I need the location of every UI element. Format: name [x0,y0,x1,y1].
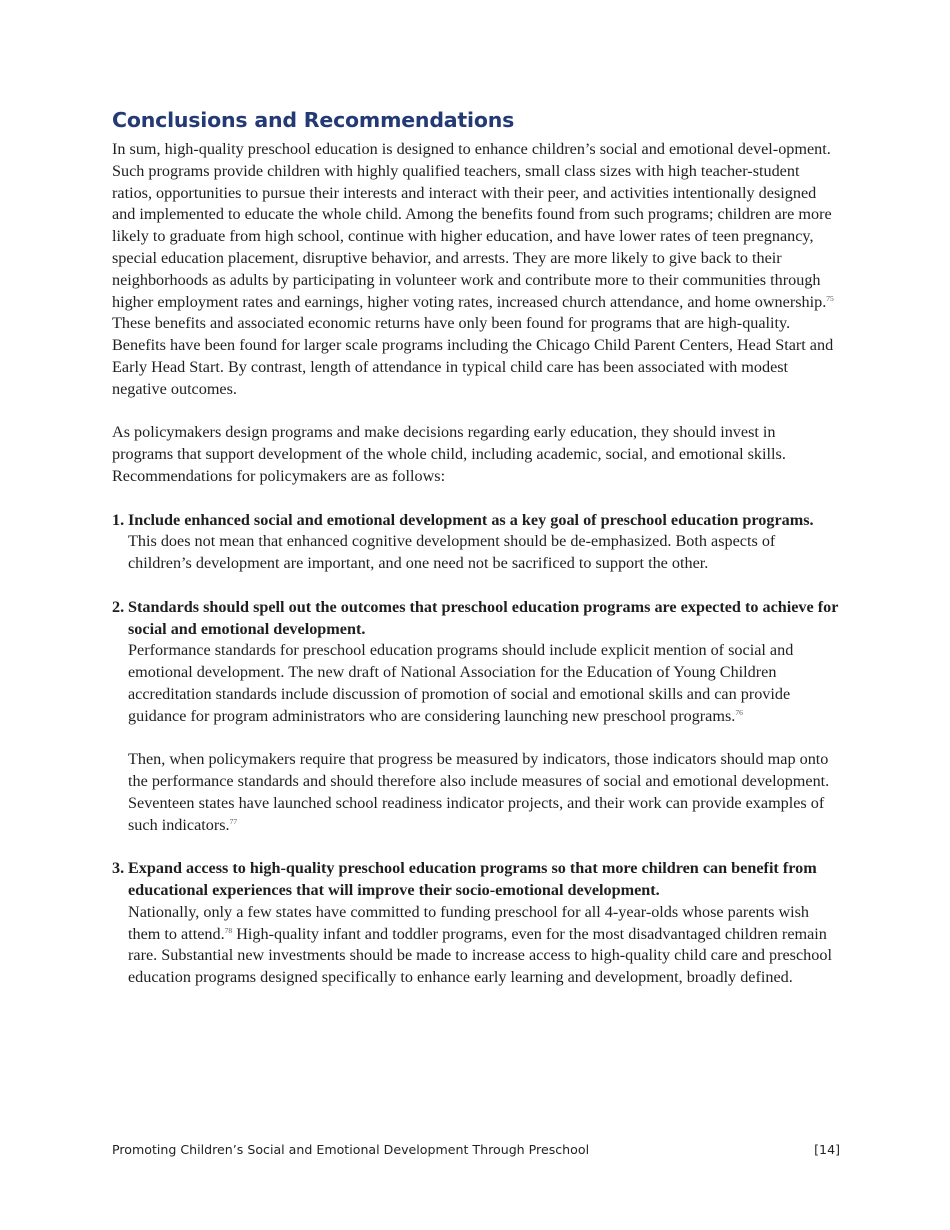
recommendation-2-text-b-body: Then, when policymakers require that progress be measured by indicators, those indicators should map onto the performance standards and should therefore also include measures of social and emotional development. Seventeen states have launched school readiness indicator projects, and their work can provide examples of such indicators. [128,750,830,834]
recommendation-2 [112,597,840,837]
footnote-ref-76[interactable]: 76 [735,707,743,717]
paragraph-gap [112,401,840,423]
paragraph-gap [128,728,840,750]
footnote-ref-77[interactable]: 77 [229,816,238,826]
paragraph-gap [112,575,840,597]
footnote-ref-78[interactable]: 78 [224,925,233,935]
intro-paragraph-1-text-b: These benefits and associated economic returns have only been found for programs that are high-quality. Benefits have been found for larger scale programs including the Chicago Child Parent Centers, Head Start and Early Head Start. By contrast, length of attendance in typical child care has been associated with modest negative outcomes. [112,314,834,398]
footer-page-number: [14] [814,1142,840,1157]
recommendation-2-text-a-body: Performance standards for preschool education programs should include explicit mention of social and emotional development. The new draft of National Association for the Education of Young Children accreditation standards include discussion of promotion of social and emotional skills and can provide guidance for program administrators who are considering launching new preschool programs. [128,641,794,725]
recommendation-3-text [128,902,840,989]
intro-paragraph-2: As policymakers design programs and make decisions regarding early education, they should invest in programs that support development of the whole child, including academic, social, and emotional skills. Recommendations for policymakers are as follows: [112,423,786,485]
recommendation-3 [112,858,840,989]
intro-paragraph-1-text-a: In sum, high-quality preschool education is designed to enhance children’s social and emotional devel-opment. Such programs provide children with highly qualified teachers, small class sizes with high teacher-student ratios, opportunities to pursue their interests and interact with their peer, and activities intentionally designed and implemented to educate the whole child. Among the benefits found from such programs; children are more likely to graduate from high school, continue with higher education, and have lower rates of teen pregnancy, special education placement, disruptive behavior, and arrests. They are more likely to give back to their neighborhoods as adults by participating in volunteer work and contribute more to their communities through higher employment rates and earnings, higher voting rates, increased church attendance, and home ownership. [112,140,832,311]
section-heading: Conclusions and Recommendations [112,108,515,132]
intro-paragraph-1 [112,139,840,401]
recommendation-1 [112,510,840,575]
recommendation-3-number: 3. [112,859,125,878]
recommendation-2-text-a [128,640,840,727]
recommendation-2-number: 2. [112,597,125,616]
recommendation-2-text-b [128,749,840,836]
recommendation-1-text: This does not mean that enhanced cognitive development should be de-emphasized. Both aspects of children’s development are important, and one need not be sacrificed to support the other. [128,532,776,573]
recommendation-1-title: Include enhanced social and emotional development as a key goal of preschool education programs. [128,510,814,529]
paragraph-gap [112,488,840,510]
footnote-ref-75[interactable]: 75 [826,293,834,303]
recommendation-3-title: Expand access to high-quality preschool education programs so that more children can benefit from educational experiences that will improve their socio-emotional development. [128,859,817,900]
document-page [112,0,840,1230]
document-body [112,139,840,989]
recommendation-3-text-b: High-quality infant and toddler programs, even for the most disadvantaged children remain rare. Substantial new investments should be made to increase access to high-quality child care and preschool education programs designed specifically to enhance early learning and development, broadly defined. [128,924,832,987]
recommendation-1-number: 1. [112,510,125,529]
footer-document-title: Promoting Children’s Social and Emotional Development Through Preschool [112,1142,590,1157]
recommendation-3-text-a: Nationally, only a few states have committed to funding preschool for all 4-year-olds whose parents wish them to attend. [128,902,810,943]
paragraph-gap [112,837,840,859]
recommendation-2-title: Standards should spell out the outcomes that preschool education programs are expected to achieve for social and emotional development. [128,597,839,638]
